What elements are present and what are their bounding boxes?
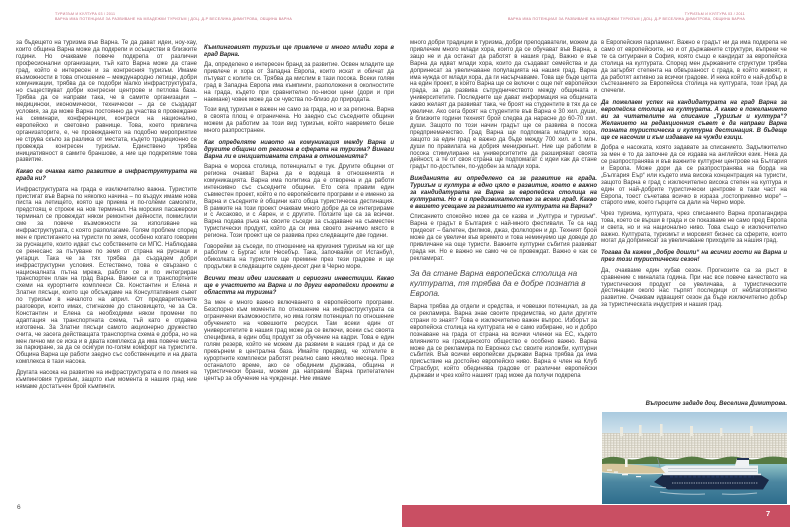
paragraph: Да, определено е интересен бранд за развитие. Освен младите ще привлече и хора от Западна Европа, които искат и обичат да пътуват с колите си. Трябва да мислим в тази посока. Всеки голям град в Западна Европа има къмпинги, разположени в околностите на града, където при сравнително по-ниски цени (дори и при наемане) човек може да се чувства по-близо до природата.	[204, 62, 394, 103]
interviewer-credit: Въпросите зададе доц. Веселина Димитрова.	[645, 401, 787, 407]
paragraph: Говорейки за съседи, по отношение на круизния туризъм на юг ще работим с Бургас или Несебър. Така, започвайки от Истанбул, обиколката на туристите ще премине през тези градове и ще продължи в следващите седем-десет дни в Черно море.	[204, 243, 394, 271]
paragraph: много добри традиции в туризма, добри преподаватели, можем да привлечем много млади хора, които да се обучават във Варна, а защо не и да останат да работят в нашия град. Важно е във Варна да идват млади хора, които да създават семейства и да допринесат за увеличаване популацията на нашия град. Варна има нужда от млади хора, да ги насърчаваме. Това ще бъде целта на един проект, в който Варна ще се включи с още пет европейски града, за да развива сътрудничеството между общината и университетите. Последните ще дават информация на общината какво желаят да развиват така, че броят на студентите в тях да се увеличи. Ако сега броят на студентите във Варна е 30 хил. души, в близките години техният брой следва да нарасне до 60-70 хил. души. Защото по този начин градът ще се развива в посока предприемачество. Град Варна ще подпомага младите хора, защото за един град е важно да бъде между 700 хил. и 1 млн. души по правилата на добрия мениджмънт. Ние ще работим в посока стимулиране на университетите да разширяват своята дейност, а те от своя страна ще подпомагат с идеи как да стане градът по-достъпен, по-удобен за млади хора.	[410, 40, 597, 171]
right-page-header	[508, 12, 745, 22]
paragraph: Да, очакваме един хубав сезон. Прогнозите са за ръст в сравнение с миналата година. При нас все повече качеството на туристическия продукт се увеличава, а туристическите дестинации около нас търпят последици от неблагоприятно развитие. Очаквам идващият сезон да бъде изключително добър за туристическата индустрия и нашия град.	[601, 267, 787, 309]
paragraph: Списанието спокойно може да се казва и „Култура и туризъм“. Варна е градът в България с най-много фестивали. Те са над тридесет – балетен, филмов, джаз, фолклорен и др. Техният брой може да се увеличи във времето и това неминуемо ще доведе до привличане на още туристи. Важните културни събития развиват града ни. Но е важно не само че се провеждат. Важно е как се рекламират.	[410, 214, 597, 262]
paragraph: Чрез туризма, културата, чрез списанието Варна пропагандира това, което се върши в града и се показваме не само пред Европа и света, но и на национално ниво. Това също е изключително важно. Културата, туризмът и морският бизнес са сферите, които могат да допринесат за увеличаване приходите за нашия град.	[601, 210, 787, 245]
photo-city-skyline	[602, 433, 787, 458]
left-page-header	[55, 12, 292, 22]
interview-question: Какво се очаква като развитие в инфраструктурата на града ни?	[16, 169, 197, 183]
interview-question: Всички тези идеи изискват и сериозни инвестиции. Какво ще е участието на Варна и по други европейски проекти в областта на туризма?	[204, 276, 394, 296]
paragraph: Инфраструктурата на града е изключително важна. Туристите пристигат във Варна по няколко начина – по въздух имаме нова писта на летището, която ще приема и по-големи самолети, предстоящ е строеж на нов терминал. На морския пасажерски терминал се провеждат някои ремонтни дейности, помислили сме за повече възможности за използване на инфраструктурата, с която разполагаме. Голям проблем според мен е пристигането на туристи по земя, особено когато говорим за руснаците, които идват със собствените си МПС. Наблюдава се ренесанс за пътуване по земя от страна на руснаци и унгарци. Така че за тях трябва да създадем добри инфраструктурни условия. Естествено, това е свързано с националната пътна мрежа, работи се и по интегриран транспортен план на град Варна. Важни са и транспортните схеми на курортните комплекси Св. Константин и Елена и Златни пясъци, които ще обсъждаме на Консултативния съвет по туризъм в началото на април. От предварителните разговори, които имах, стигнахме до становището, че за Св. Константин и Елена са необходими някои промени по адаптация на транспортната схема, тъй като е отдавна изготвена. За Златни пясъци самото акционерно дружество счита, че засега действащата транспортна схема е добра, но на мен лично ми се иска и в двата комплекса да има повече места за паркиране, за да се осигури по-голям комфорт на туристите. Община Варна ще работи заедно със собствениците и на двата комплекса в тази насока.	[16, 186, 197, 366]
left-page-column-2	[204, 40, 394, 387]
paragraph: Другата насока на развитие на инфраструктурата е по линия на къмпинговия туризъм, защото към момента в нашия град ние нямаме достатъчен брой къмпинги.	[16, 369, 197, 390]
interview-question: Тогава да кажем „добре дошли“ на всички гости на Варна и през този туристически сезон!	[601, 250, 787, 264]
page-number-left: 6	[17, 504, 21, 511]
interview-question: Да пожелаем успех на кандидатурата на град Варна за европейска столица на културата. А какво е пожеланието ви за читателите на списание „Туризъм и култура“? Желанието на редакционния съвет е да направи Варна позната туристическа и културна дестинация. В бъдеще ще се насочим и към издаване на чужди езици.	[601, 100, 787, 141]
paragraph: Варна е морска столица, потенциалът е тук. Другите общини от региона очакват Варна да е водеща в отношенията и комуникацията. Варна има политика да е отворена и да работи интензивно със съседните общини. Ето сега правим един съвместен проект, който е по европейските програми и е именно за Варна и съседните ѝ общини като обща туристическа дестинация. В рамките на този проект очаквам много добре да се интегрираме и с Аксаково, и с Аврен, и с другите. Ползите ще са за всички. Варна подава ръка на своите съседи за създаване на съвместен туристически продукт, който да си има своето значимо място в региона. Този проект ще се развива през следващите две години.	[204, 164, 394, 240]
paragraph: Варна трябва да отдели и средства, и човешки потенциал, за да се рекламира. Варна знае своите предимства, но дали другите страни го знаят? Това е изключително важен въпрос. Изборът за европейска столица на културата не е само избиране, но и добро познаване на града от страна на всички членки на ЕС, където влиянието на гражданското общество е особено важно. Варна може да се рекламира по Евронюз със своите изложби, културни събития. Във всички европейски държави Варна трябва да има присъствие на достойно европейско ниво. Варна е член на Клуб Страсбург, който обединява градове от различни европейски държави и чрез който нашият град може да получи подкрепа	[410, 304, 597, 380]
page-number-right: 7	[766, 509, 771, 518]
paragraph: в Европейския парламент. Важно е градът ни да има подкрепа не само от европейските, но и от държавните структури, въпреки че те са ситуирани в София, която също е кандидат за европейска столица на културата. Според мен държавните структури трябва да загърбят степента на обвързаност с града, в който живеят, и да работят активно за всички градове. И нека който е най-добър в състезанието за Европейска столица на културата, този град да спечели.	[601, 40, 787, 95]
header-issue-line: ТУРИЗЪМ И КУЛТУРА 03 / 2011	[55, 12, 116, 16]
right-page-column-1	[410, 40, 597, 384]
left-page-column-1	[16, 40, 197, 394]
paragraph: За мен е много важно включването в европейските програми. Безспорно към момента по отношение на инфраструктурата са ограничени възможностите, но има голям потенциал по отношение обучението на човешките ресурси. Там всеки един от университетите в нашия град може да се включи, всеки със своята специфика, в един общ продукт за обучение на кадри. Това е един голям резерв, който не можем да развием в нашия град и да се превърнем в централна база. Имайте предвид, че хотелите в курортните комплекси работят реално само няколко месеца. През останалото време, ако се обединим държава, община и туристически бранш, можем да направим Варна притегателен център за обучение на чужденци. Ние имаме	[204, 300, 394, 383]
interview-question: Вижданията ви определено са за развитие на града. Туризъм и култура в едно цяло е развитие, което е важно за кандидатурата на Варна за европейска столица на културата. Но е и предизвикателство за всеки град. Какво е вашето усещане за развитието на културата на Варна?	[410, 176, 597, 210]
right-page-column-2	[601, 40, 787, 313]
header-issue-line: ТУРИЗЪМ И КУЛТУРА 03 / 2011	[684, 12, 745, 16]
pull-quote: За да стане Варна европейска столица на културата, тя трябва да е добре позната в Европа.	[410, 268, 586, 298]
header-article-line: ВАРНА ИМА ПОТЕНЦИАЛ ЗА РАЗВИВАНЕ НА МЛАДЕЖКИ ТУРИЗЪМ | ДОЦ. Д-Р ВЕСЕЛИНА ДИМИТРОВА, ОБЩИНА ВАРНА	[55, 17, 293, 22]
interview-question: Как определяте нивото на комуникация между Варна и другите общини от региона в сферата на туризма? Винаги Варна ли е инициативната страна в отношенията?	[204, 139, 394, 160]
interview-question: Къмпинговият туризъм ще привлече и много млади хора в град Варна.	[204, 45, 394, 58]
varna-harbor-photo	[602, 412, 787, 504]
paragraph: Този вид туризъм е важен не само за града, но и за региона. Варна в своята площ е ограничена. Но заедно със съседните общини можем да работим за този вид туризъм, който навремето беше много разпространен.	[204, 107, 394, 134]
right-page-footer-band	[402, 505, 790, 527]
paragraph: за бъдещето на туризма във Варна. Те да дават идеи, ноу-хау, които община Варна може да подкрепи и осъществи в близките години. Но очакваме повече подкрепа от различни професионални организации, тъй като Варна може да стане град, който е интересен и за конгресния туризъм. Имаме възможности в това отношение – международно летище, добри комуникации, трябва да се подобри малко инфраструктурата, но съществуват добри конгресни центрове и петлова база. Трябва да се направи така, че в самите организации – медицински, икономически, технически – да се създадат условия, за да може Варна постоянно да участва в провеждане на семинари, конференции, конгреси на национално, европейско и световно равнище. Това, което привлича организаторите, е, че провеждането на подобно мероприятие не струва скъпо за разлика от местата, където традиционно се провежда конгресен туризъм. Единствено трябва инициативност в самите браншове, а ние ще подкрепяме това развитие.	[16, 40, 197, 164]
paragraph: Добра е насоката, която задавате за списанието. Задължително за мен е то да започне да се издава на английски език. Нека да се разпространява и във важните културни центрове на България и Европа. Може дори да се разпространява на борда на „България Еър“ или където има висока концентрация на туристи, защото Варна е град с изключително висока степен на култура и един от най-добрите туристически центрове в тази част на Европа, тоест съчетава всичко в израза „гостоприемно море“ – старото име, което гърците са дали на Черно море.	[601, 145, 787, 207]
header-article-line: ВАРНА ИМА ПОТЕНЦИАЛ ЗА РАЗВИВАНЕ НА МЛАДЕЖКИ ТУРИЗЪМ | ДОЦ. Д-Р ВЕСЕЛИНА ДИМИТРОВА, ОБЩИНА ВАРНА	[507, 17, 745, 22]
